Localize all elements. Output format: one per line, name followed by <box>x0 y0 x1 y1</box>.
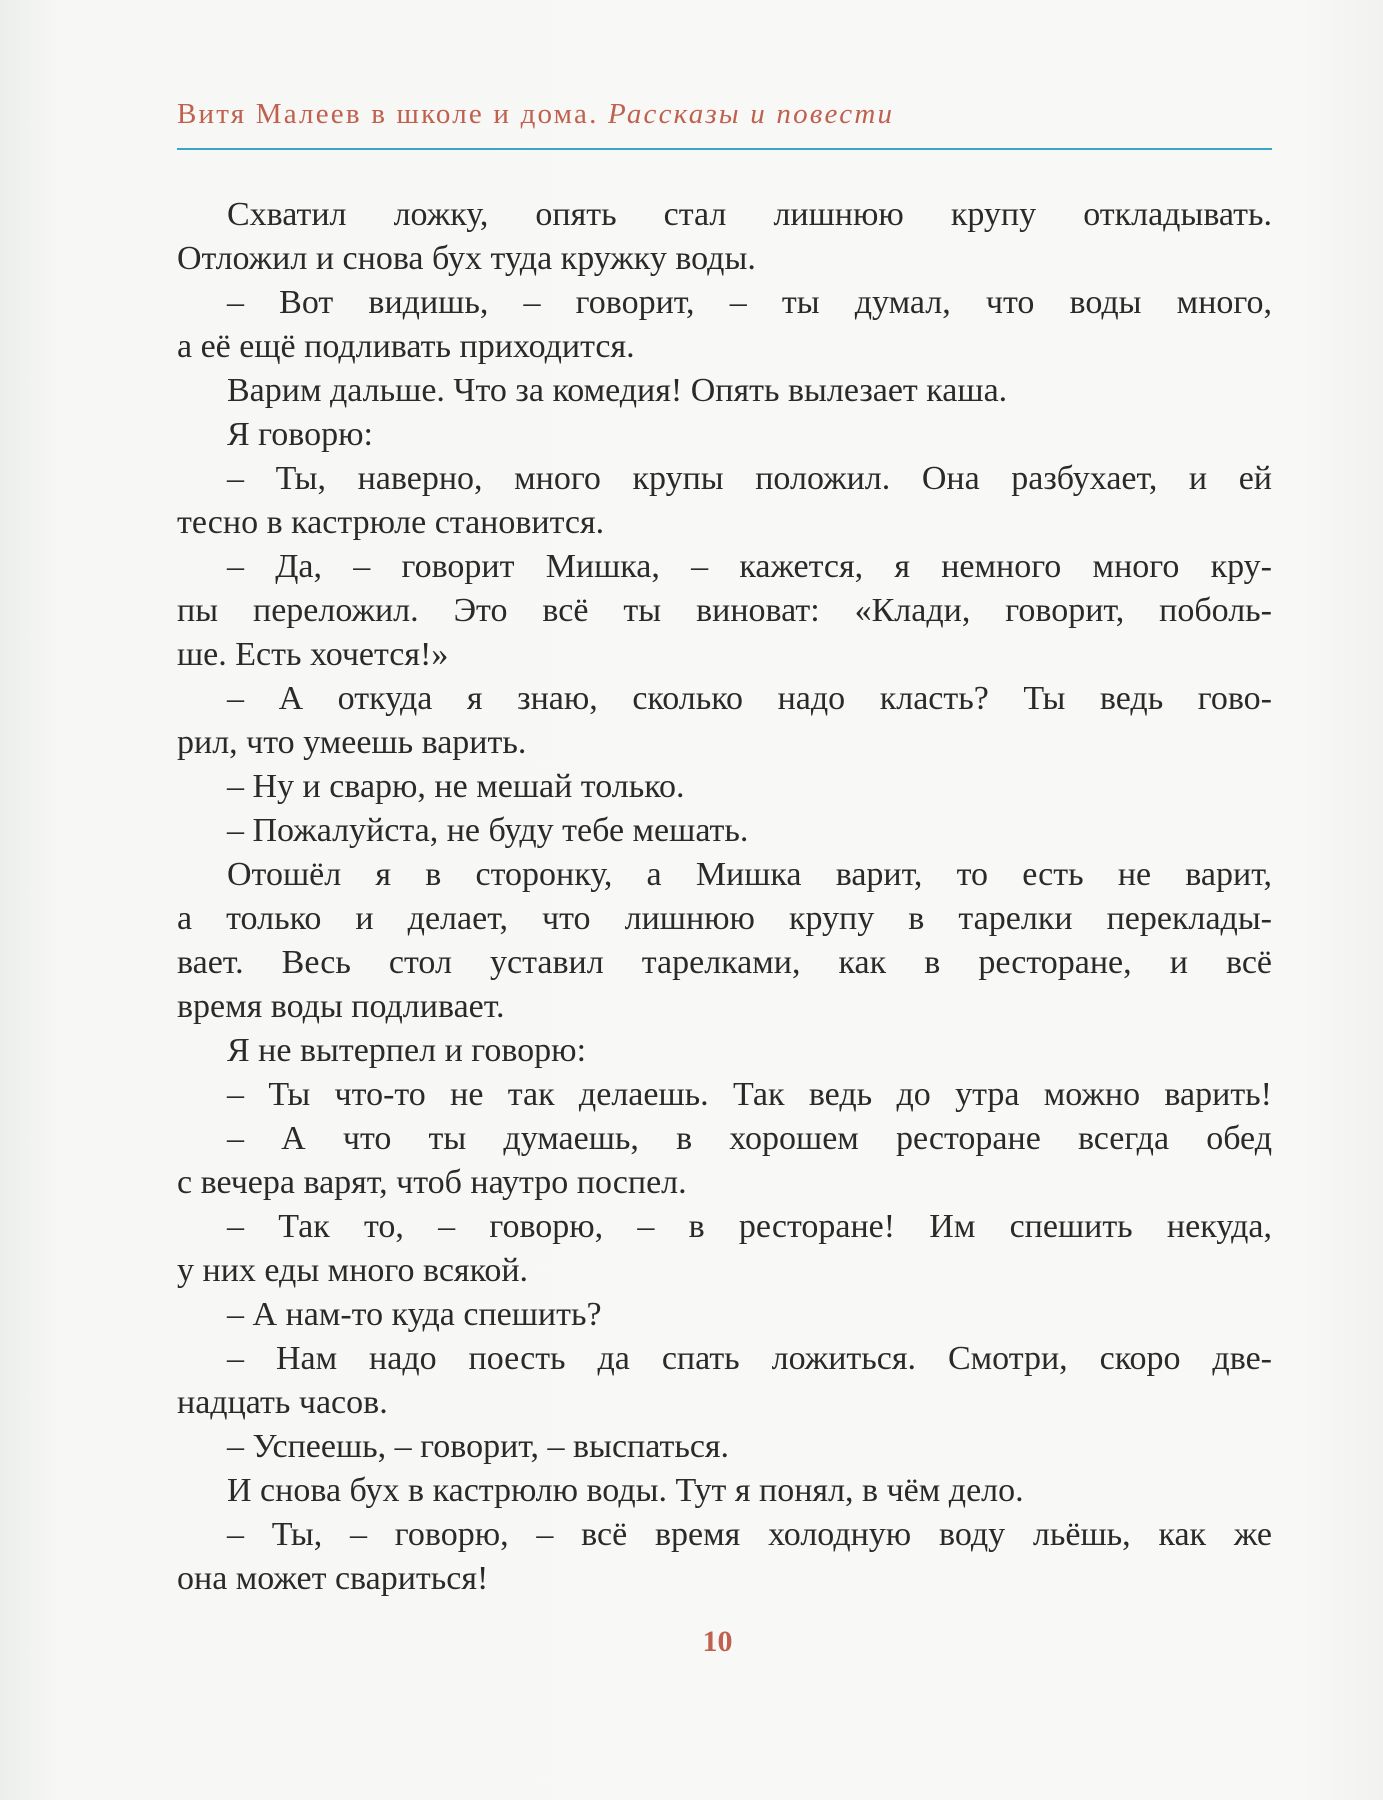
text-line: – Ты, – говорю, – всё время холодную воду льёшь, как же <box>227 1516 1272 1553</box>
section-title: Рассказы и повести <box>608 98 895 130</box>
text-line: вает. Весь стол уставил тарелками, как в ресторане, и всё <box>177 944 1272 981</box>
story-text <box>177 193 1272 1601</box>
text-line: Варим дальше. Что за комедия! Опять вылезает каша. <box>227 372 1008 409</box>
text-line: у них еды много всякой. <box>177 1252 529 1289</box>
text-line: – Нам надо поесть да спать ложиться. Смотри, скоро две- <box>227 1340 1272 1377</box>
header-divider <box>177 148 1272 150</box>
book-title: Витя Малеев в школе и дома. <box>177 98 599 130</box>
text-line: тесно в кастрюле становится. <box>177 504 605 541</box>
text-line: Я не вытерпел и говорю: <box>227 1032 587 1069</box>
text-line: – А что ты думаешь, в хорошем ресторане всегда обед <box>227 1120 1272 1157</box>
text-line: Отошёл я в сторонку, а Мишка варит, то есть не варит, <box>227 856 1272 893</box>
text-line: – Ну и сварю, не мешай только. <box>227 768 685 805</box>
text-line: время воды подливает. <box>177 988 505 1025</box>
text-line: – А нам-то куда спешить? <box>227 1296 602 1333</box>
text-line: рил, что умеешь варить. <box>177 724 527 761</box>
text-line: надцать часов. <box>177 1384 388 1421</box>
text-line: – Успеешь, – говорит, – выспаться. <box>227 1428 730 1465</box>
text-line: Схватил ложку, опять стал лишнюю крупу откладывать. <box>227 196 1272 233</box>
text-line: – Пожалуйста, не буду тебе мешать. <box>227 812 749 849</box>
text-line: а только и делает, что лишнюю крупу в тарелки переклады- <box>177 900 1272 937</box>
text-line: – Да, – говорит Мишка, – кажется, я немного много кру- <box>227 548 1272 585</box>
text-line: – А откуда я знаю, сколько надо класть? Ты ведь гово- <box>227 680 1272 717</box>
text-line: с вечера варят, чтоб наутро поспел. <box>177 1164 687 1201</box>
text-line: Отложил и снова бух туда кружку воды. <box>177 240 756 277</box>
text-line: И снова бух в кастрюлю воды. Тут я понял, в чём дело. <box>227 1472 1024 1509</box>
text-line: – Вот видишь, – говорит, – ты думал, что воды много, <box>227 284 1272 321</box>
text-line: – Ты что-то не так делаешь. Так ведь до утра можно варить! <box>227 1076 1272 1113</box>
page-number: 10 <box>702 1625 733 1658</box>
text-line: – Так то, – говорю, – в ресторане! Им спешить некуда, <box>227 1208 1272 1245</box>
text-line: – Ты, наверно, много крупы положил. Она разбухает, и ей <box>227 460 1272 497</box>
text-line: ше. Есть хочется!» <box>177 636 449 673</box>
text-line: она может свариться! <box>177 1560 489 1597</box>
running-header <box>177 98 894 131</box>
text-line: Я говорю: <box>227 416 373 453</box>
text-line: пы переложил. Это всё ты виноват: «Клади, говорит, поболь- <box>177 592 1272 629</box>
text-line: а её ещё подливать приходится. <box>177 328 635 365</box>
